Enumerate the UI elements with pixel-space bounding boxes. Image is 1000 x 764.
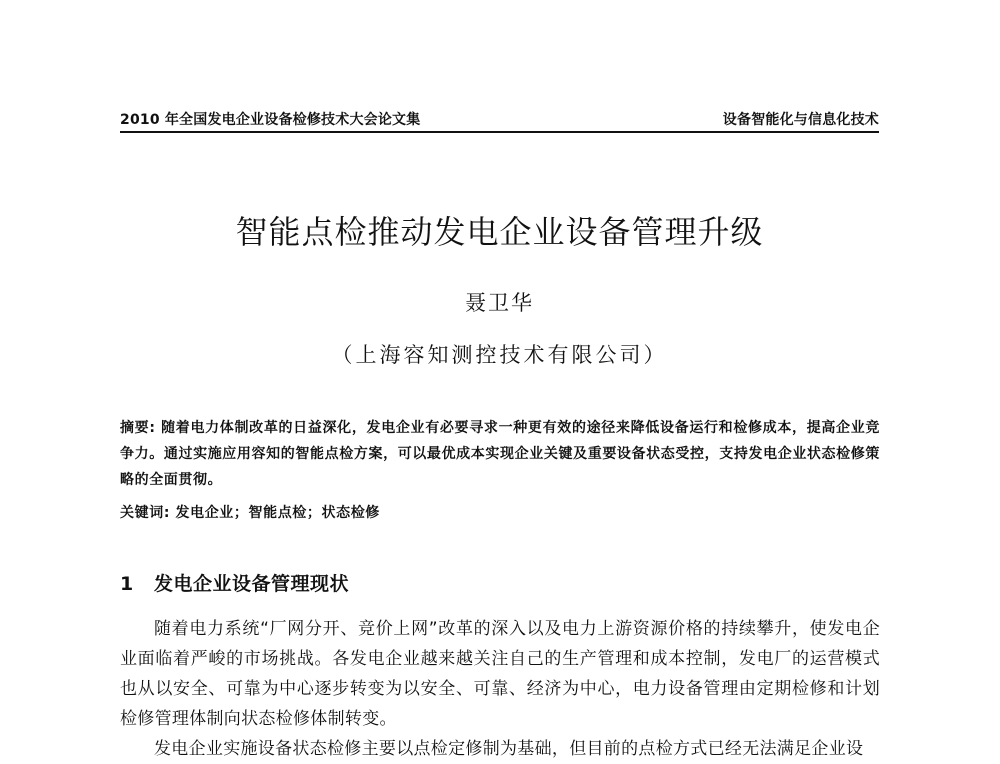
section-number: 1: [120, 573, 134, 595]
paper-title: 智能点检推动发电企业设备管理升级: [235, 213, 764, 251]
abstract-text: 随着电力体制改革的日益深化，发电企业有必要寻求一种更有效的途径来降低设备运行和检修成本，提高企业竞争力。通过实施应用容知的智能点检方案，可以最优成本实现企业关键及重要设备状态受控，支持发电企业状态检修策略的全面贯彻。: [120, 420, 880, 488]
keywords: [120, 500, 880, 526]
author-name: 聂卫华: [465, 291, 534, 315]
section-title: 发电企业设备管理现状: [154, 573, 350, 595]
keywords-colon: :: [163, 505, 171, 521]
header-section-name: 设备智能化与信息化技术: [722, 112, 879, 128]
abstract: [120, 415, 880, 493]
header-proceedings-title: 2010 年全国发电企业设备检修技术大会论文集: [120, 112, 421, 128]
body-paragraph: 发电企业实施设备状态检修主要以点检定修制为基础，但目前的点检方式已经无法满足企业设: [154, 739, 864, 759]
author-affiliation: （上海容知测控技术有限公司）: [331, 343, 668, 367]
abstract-colon: :: [149, 420, 156, 436]
section-body: [120, 614, 880, 764]
section-heading: [120, 569, 349, 596]
body-paragraph: 随着电力系统“厂网分开、竞价上网”改革的深入以及电力上游资源价格的持续攀升，使发电企业面临着严峻的市场挑战。各发电企业越来越关注自己的生产管理和成本控制，发电厂的运营模式也从以安全、可靠为中心逐步转变为以安全、可靠、经济为中心，电力设备管理由定期检修和计划检修管理体制向状态检修体制转变。: [120, 619, 880, 729]
running-header: [120, 105, 879, 133]
abstract-label: 摘要: [120, 420, 150, 436]
keywords-label: 关键词: [120, 505, 164, 521]
keywords-text: 发电企业；智能点检；状态检修: [175, 505, 380, 521]
